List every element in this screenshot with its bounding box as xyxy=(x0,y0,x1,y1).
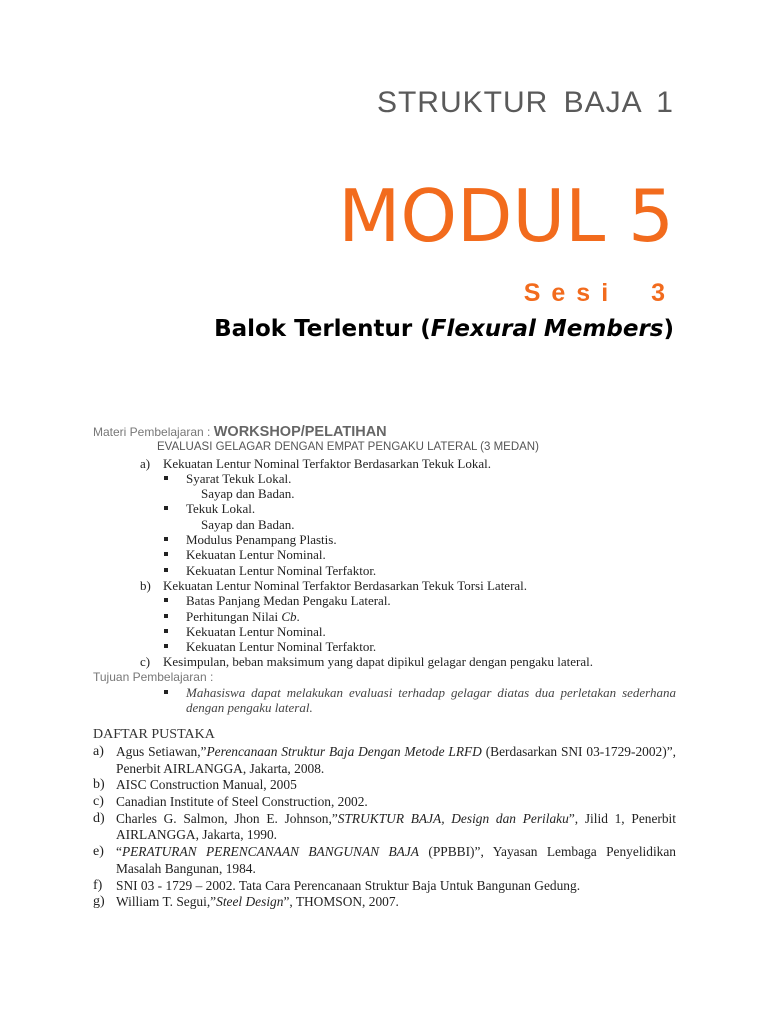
reference-item xyxy=(93,878,676,895)
reference-text: AISC Construction Manual, 2005 xyxy=(116,777,297,793)
reference-marker: a) xyxy=(93,743,104,759)
bullet-text: Syarat Tekuk Lokal. xyxy=(186,470,292,486)
bullet-text: Modulus Penampang Plastis. xyxy=(186,532,337,548)
evaluation-heading: EVALUASI GELAGAR DENGAN EMPAT PENGAKU LATERAL (3 MEDAN) xyxy=(157,441,539,454)
bullet-subtext: Sayap dan Badan. xyxy=(201,486,295,502)
document-body xyxy=(93,424,676,911)
bullet-text: Perhitungan Nilai xyxy=(186,608,282,624)
reference-title: PERATURAN PERENCANAAN BANGUNAN BAJA xyxy=(121,844,419,860)
list-item xyxy=(93,654,676,669)
reference-text: “ xyxy=(116,844,122,860)
tujuan-item: Mahasiswa dapat melakukan evaluasi terhadap gelagar diatas dua perletakan sederhana dengan pengaku lateral. xyxy=(93,685,676,716)
reference-item xyxy=(93,811,676,844)
list-item xyxy=(93,456,676,578)
list-marker: c) xyxy=(140,654,151,670)
list-marker: b) xyxy=(140,577,151,593)
course-title: STRUKTUR BAJA 1 xyxy=(376,86,674,119)
reference-text: Agus Setiawan,” xyxy=(116,743,207,759)
bullet-item xyxy=(163,563,676,578)
subtitle-prefix: Balok Terlentur ( xyxy=(214,316,431,342)
bullet-text: Kekuatan Lentur Nominal. xyxy=(186,547,326,563)
reference-text: William T. Segui,” xyxy=(116,894,217,910)
reference-title: Steel Design xyxy=(216,894,284,910)
bullet-item xyxy=(163,547,676,562)
reference-item xyxy=(93,777,676,794)
reference-text-after: ”, Jilid 1, Penerbit AIRLANGGA, Jakarta, 1990. xyxy=(116,810,676,843)
bullet-subtext: Sayap dan Badan. xyxy=(201,516,295,532)
list-item xyxy=(93,578,676,654)
bullet-item xyxy=(163,624,676,639)
list-item-text: Kekuatan Lentur Nominal Terfaktor Berdasarkan Tekuk Torsi Lateral. xyxy=(163,577,528,593)
reference-item xyxy=(93,744,676,777)
reference-text: SNI 03 - 1729 – 2002. Tata Cara Perencanaan Struktur Baja Untuk Bangunan Gedung. xyxy=(116,877,581,893)
reference-item xyxy=(93,794,676,811)
bullet-list xyxy=(163,593,676,654)
reference-marker: d) xyxy=(93,810,105,826)
list-item-text: Kesimpulan, beban maksimum yang dapat dipikul gelagar dengan pengaku lateral. xyxy=(163,654,593,670)
bullet-item xyxy=(163,639,676,654)
bibliography-list xyxy=(93,744,676,911)
reference-item xyxy=(93,894,676,911)
bullet-text: Kekuatan Lentur Nominal Terfaktor. xyxy=(186,639,377,655)
bullet-text: Kekuatan Lentur Nominal. xyxy=(186,623,326,639)
bullet-item xyxy=(163,501,676,532)
list-marker: a) xyxy=(140,455,151,471)
subtitle-suffix: ) xyxy=(663,316,674,342)
reference-marker: c) xyxy=(93,794,104,810)
reference-text-after: ”, THOMSON, 2007. xyxy=(283,894,399,910)
reference-marker: b) xyxy=(93,777,105,793)
reference-marker: g) xyxy=(93,894,105,910)
reference-marker: f) xyxy=(93,877,103,893)
bullet-text: Kekuatan Lentur Nominal Terfaktor. xyxy=(186,562,377,578)
bibliography-heading: DAFTAR PUSTAKA xyxy=(93,726,215,742)
reference-text: Canadian Institute of Steel Construction, 2002. xyxy=(116,794,368,810)
bullet-list xyxy=(163,471,676,578)
materi-line xyxy=(93,424,676,440)
bullet-italic: Cb xyxy=(281,608,297,624)
bullet-item xyxy=(163,609,676,624)
reference-text-after: (Berdasarkan SNI 03-1729-2002)”, Penerbit AIRLANGGA, Jakarta, 2008. xyxy=(116,743,676,776)
list-item-text: Kekuatan Lentur Nominal Terfaktor Berdasarkan Tekuk Lokal. xyxy=(163,455,492,471)
reference-item xyxy=(93,844,676,877)
bullet-text-after: . xyxy=(296,608,300,624)
bullet-item xyxy=(163,593,676,608)
subtitle-italic: Flexural Members xyxy=(430,316,664,342)
reference-text-after: (PPBBI)”, Yayasan Lembaga Penyelidikan Masalah Bangunan, 1984. xyxy=(116,844,677,876)
bullet-text: Batas Panjang Medan Pengaku Lateral. xyxy=(186,593,391,609)
bullet-text: Tekuk Lokal. xyxy=(186,501,256,517)
bullet-item xyxy=(163,471,676,502)
session-label: Sesi 3 xyxy=(523,279,676,307)
modul-title: MODUL 5 xyxy=(338,174,674,258)
module-subtitle xyxy=(214,316,674,342)
materi-label: Materi Pembelajaran : xyxy=(93,425,214,439)
reference-text: Charles G. Salmon, Jhon E. Johnson,” xyxy=(116,810,338,826)
reference-title: Perencanaan Struktur Baja Dengan Metode LRFD xyxy=(206,743,482,759)
bullet-item xyxy=(163,532,676,547)
reference-marker: e) xyxy=(93,844,104,860)
materi-value: WORKSHOP/PELATIHAN xyxy=(213,424,387,440)
tujuan-label: Tujuan Pembelajaran : xyxy=(93,669,214,684)
materi-list xyxy=(93,456,676,670)
reference-title: STRUKTUR BAJA, Design dan Perilaku xyxy=(337,810,569,826)
